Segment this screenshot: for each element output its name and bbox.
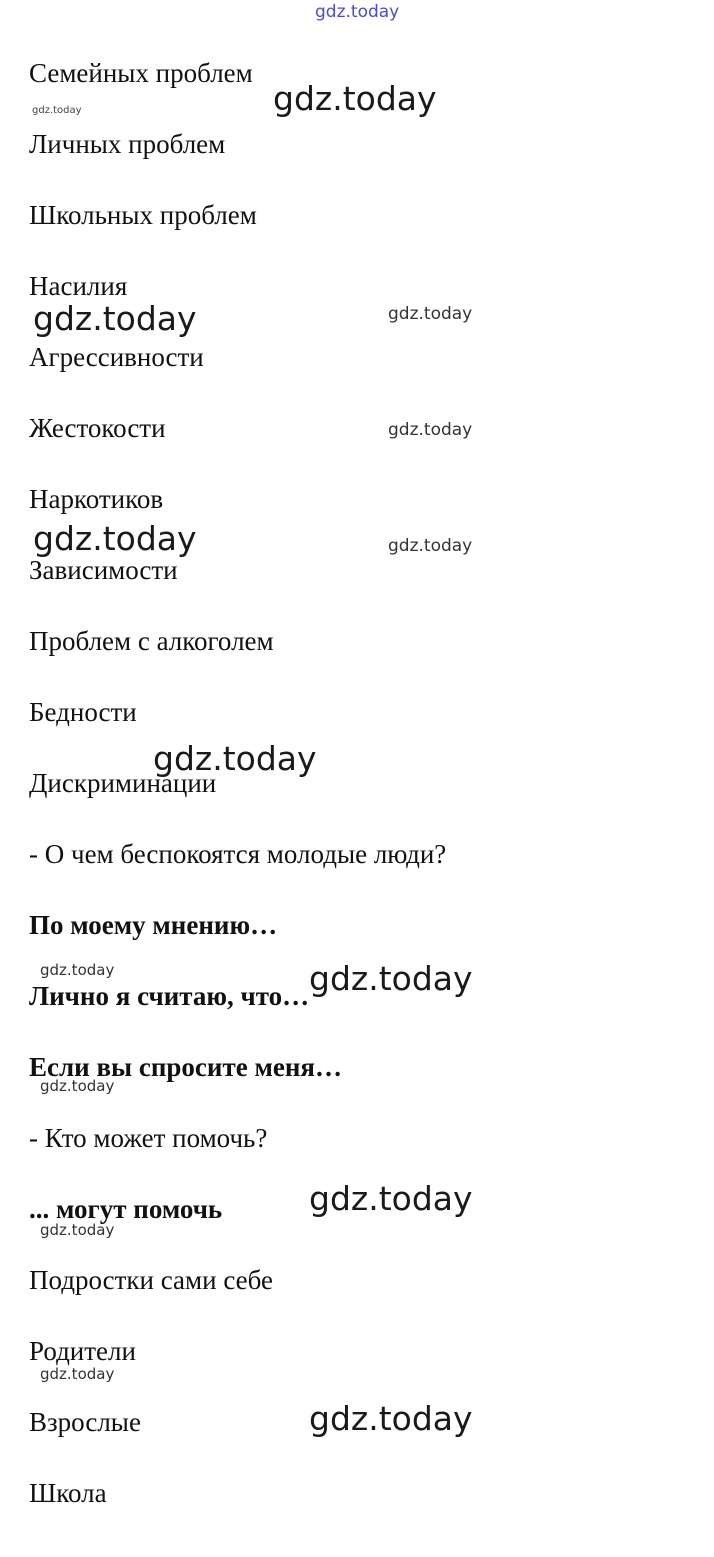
list-item-addiction: Зависимости xyxy=(29,555,178,585)
watermark: gdz.today xyxy=(388,536,473,556)
watermark: gdz.today xyxy=(40,1365,115,1383)
list-item-alcohol: Проблем с алкоголем xyxy=(29,626,274,656)
watermark: gdz.today xyxy=(388,420,473,440)
list-item-family-problems: Семейных проблем xyxy=(29,58,253,88)
list-item-cruelty: Жестокости xyxy=(29,413,166,443)
watermark: gdz.today xyxy=(40,961,115,979)
list-item-adults: Взрослые xyxy=(29,1407,141,1437)
watermark-top: gdz.today xyxy=(315,2,400,22)
watermark: gdz.today xyxy=(153,739,317,778)
phrase-personally-i-think: Лично я считаю, что… xyxy=(29,981,310,1011)
list-item-teenagers: Подростки сами себе xyxy=(29,1265,273,1295)
list-item-poverty: Бедности xyxy=(29,697,137,727)
phrase-if-you-ask-me: Если вы спросите меня… xyxy=(29,1052,342,1082)
list-item-drugs: Наркотиков xyxy=(29,484,164,514)
list-item-school: Школа xyxy=(29,1478,107,1508)
list-item-personal-problems: Личных проблем xyxy=(29,129,226,159)
watermark: gdz.today xyxy=(40,1221,115,1239)
watermark: gdz.today xyxy=(32,105,82,116)
list-item-discrimination: Дискриминации xyxy=(29,768,217,798)
question-worries: - О чем беспокоятся молодые люди? xyxy=(29,839,447,869)
watermark: gdz.today xyxy=(309,959,473,998)
watermark: gdz.today xyxy=(33,299,197,338)
watermark: gdz.today xyxy=(273,79,437,118)
list-item-violence: Насилия xyxy=(29,271,128,301)
list-item-school-problems: Школьных проблем xyxy=(29,200,257,230)
watermark: gdz.today xyxy=(309,1179,473,1218)
list-item-parents: Родители xyxy=(29,1336,136,1366)
phrase-in-my-opinion: По моему мнению… xyxy=(29,910,278,940)
watermark: gdz.today xyxy=(309,1399,473,1438)
watermark: gdz.today xyxy=(40,1077,115,1095)
phrase-can-help: ... могут помочь xyxy=(29,1194,223,1224)
watermark: gdz.today xyxy=(388,304,473,324)
list-item-aggression: Агрессивности xyxy=(29,342,204,372)
question-who-can-help: - Кто может помочь? xyxy=(29,1123,268,1153)
watermark: gdz.today xyxy=(33,519,197,558)
